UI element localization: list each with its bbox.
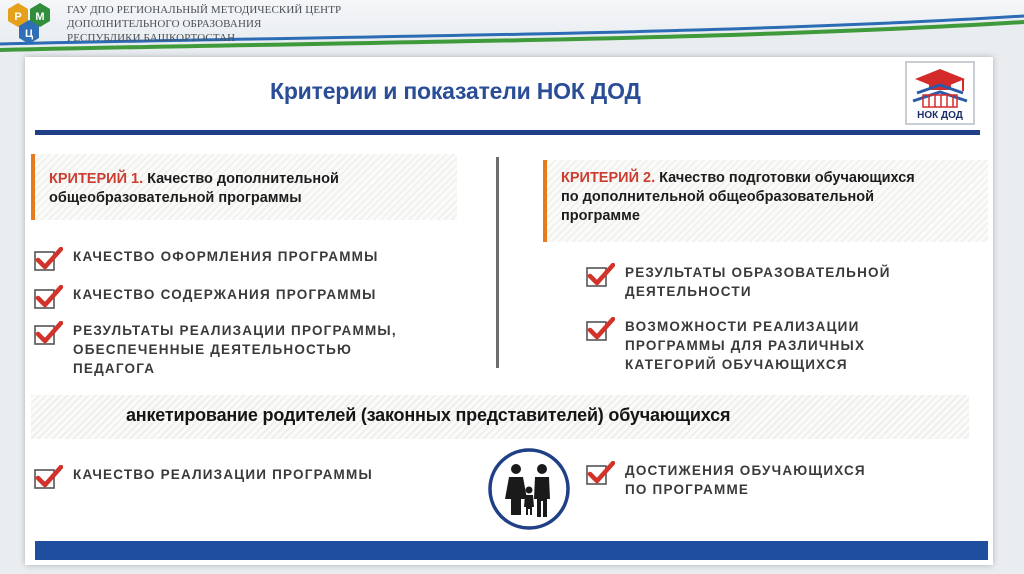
survey-band [31, 395, 969, 439]
criterion-1-item-2-line-1: КАЧЕСТВО СОДЕРЖАНИЯ ПРОГРАММЫ [73, 287, 377, 302]
survey-item-left-text [73, 465, 373, 484]
org-name-line-1: ГАУ ДПО РЕГИОНАЛЬНЫЙ МЕТОДИЧЕСКИЙ ЦЕНТР [67, 4, 342, 16]
survey-item-right-text [625, 461, 866, 499]
checkbox-checked-icon [33, 247, 63, 273]
criterion-2-text [561, 169, 915, 226]
slide-card [25, 57, 993, 565]
survey-item-right-line-1: ДОСТИЖЕНИЯ ОБУЧАЮЩИХСЯ [625, 463, 866, 478]
bottom-bar [35, 541, 988, 560]
criterion-1-item-3-line-2: ОБЕСПЕЧЕННЫЕ ДЕЯТЕЛЬНОСТЬЮ [73, 342, 353, 357]
criterion-1-title-line-1: Качество дополнительной [147, 171, 339, 187]
criterion-2-item-2-line-3: КАТЕГОРИЙ ОБУЧАЮЩИХСЯ [625, 357, 848, 372]
criterion-2-title-line-2: по дополнительной общеобразовательной [561, 189, 875, 205]
criterion-2-title-line-1: Качество подготовки обучающихся [659, 170, 915, 186]
criterion-2-item-2-text [625, 317, 865, 374]
checkbox-checked-icon [585, 317, 615, 343]
survey-heading: анкетирование родителей (законных представителей) обучающихся [126, 405, 731, 425]
criterion-2-item-2-line-2: ПРОГРАММЫ ДЛЯ РАЗЛИЧНЫХ [625, 338, 866, 353]
rmc-logo-letter-ts: Ц [24, 28, 34, 40]
rmc-logo-letter-m: М [35, 11, 45, 23]
criterion-2-keyword: КРИТЕРИЙ 2. [561, 170, 656, 186]
criterion-2-item-1-line-2: ДЕЯТЕЛЬНОСТИ [625, 284, 752, 299]
criterion-1-title-line-2: общеобразовательной программы [49, 190, 302, 206]
criterion-1-item-3-text [73, 321, 397, 378]
org-name-line-2: ДОПОЛНИТЕЛЬНОГО ОБРАЗОВАНИЯ [67, 18, 262, 30]
criterion-2-title-line-3: программе [561, 208, 640, 224]
survey-item-left-line-1: КАЧЕСТВО РЕАЛИЗАЦИИ ПРОГРАММЫ [73, 467, 373, 482]
criterion-2-item-1-line-1: РЕЗУЛЬТАТЫ ОБРАЗОВАТЕЛЬНОЙ [625, 265, 891, 280]
checkbox-checked-icon [33, 465, 63, 491]
rmc-logo-icon [2, 2, 58, 46]
checkbox-checked-icon [33, 285, 63, 311]
nok-graduation-house-icon [907, 65, 973, 111]
nok-dod-badge [905, 61, 975, 125]
header-band [0, 0, 1024, 60]
criterion-1-item-3-line-1: РЕЗУЛЬТАТЫ РЕАЛИЗАЦИИ ПРОГРАММЫ, [73, 323, 397, 338]
criterion-1-item-1-line-1: КАЧЕСТВО ОФОРМЛЕНИЯ ПРОГРАММЫ [73, 249, 379, 264]
survey-item-right-line-2: ПО ПРОГРАММЕ [625, 482, 750, 497]
rmc-logo-letter-r: Р [14, 11, 22, 23]
criterion-1-item-3-line-3: ПЕДАГОГА [73, 361, 156, 376]
slide-title: Критерии и показатели НОК ДОД [270, 78, 641, 104]
org-name-line-3: РЕСПУБЛИКИ БАШКОРТОСТАН [67, 32, 236, 44]
criterion-1-item-1-text [73, 247, 379, 266]
criterion-1-keyword: КРИТЕРИЙ 1. [49, 171, 144, 187]
criterion-2-item-1-text [625, 263, 891, 301]
checkbox-checked-icon [585, 263, 615, 289]
title-rule [35, 130, 980, 135]
checkbox-checked-icon [585, 461, 615, 487]
criterion-1-box [31, 154, 457, 220]
nok-dod-badge-label: НОК ДОД [917, 110, 963, 121]
criterion-2-item-2-line-1: ВОЗМОЖНОСТИ РЕАЛИЗАЦИИ [625, 319, 860, 334]
criterion-2-box [543, 160, 988, 242]
criterion-1-item-2-text [73, 285, 377, 304]
checkbox-checked-icon [33, 321, 63, 347]
family-icon [487, 447, 571, 531]
criterion-1-text [49, 170, 339, 208]
column-divider [496, 157, 499, 368]
